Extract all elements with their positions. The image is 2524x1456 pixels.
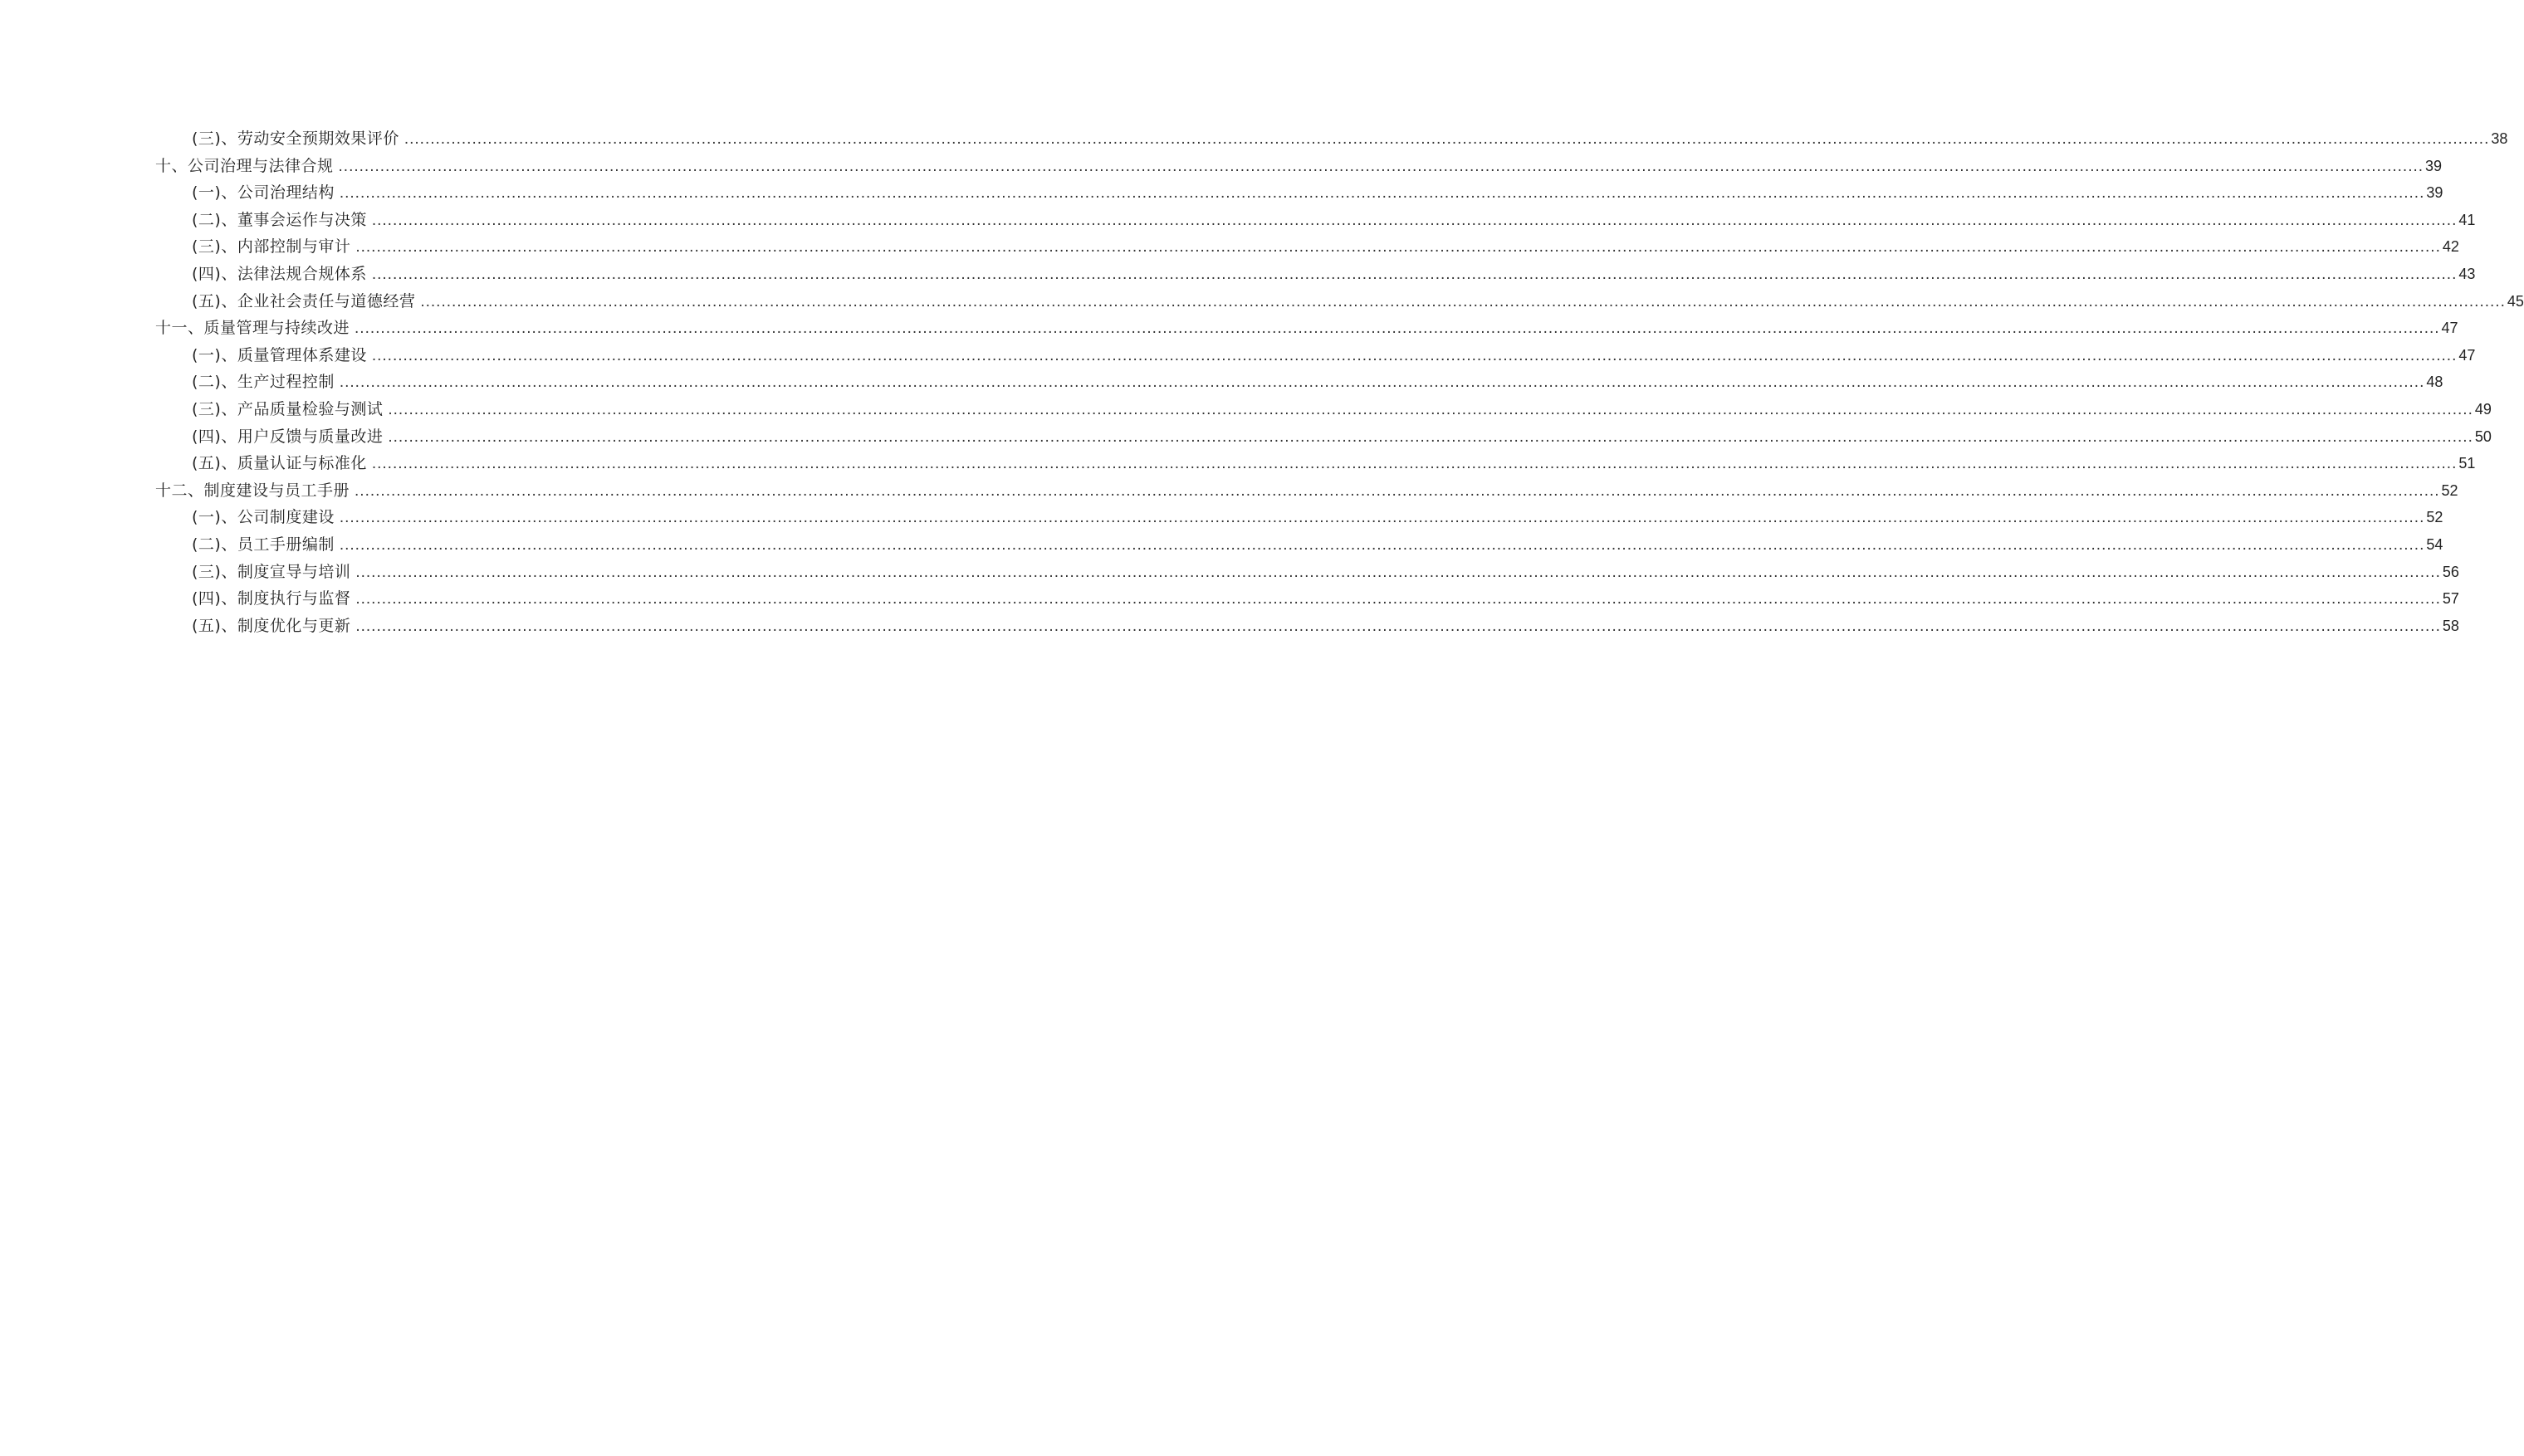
toc-entry-page: 45 [2507,292,2524,310]
toc-entry[interactable] [155,477,2458,505]
toc-dot-leader: ................................................................................................................................................................................................................................................................................................................................................................................................................ [388,428,2473,446]
toc-entry-page: 52 [2426,509,2443,526]
toc-entry-title: (四)、用户反馈与质量改进 [192,427,384,446]
toc-dot-leader: ................................................................................................................................................................................................................................................................................................................................................................................................................ [339,374,2425,392]
toc-dot-leader: ................................................................................................................................................................................................................................................................................................................................................................................................................ [339,535,2425,554]
toc-dot-leader: ................................................................................................................................................................................................................................................................................................................................................................................................................ [371,265,2458,283]
toc-entry-title: (三)、制度宣导与培训 [192,562,351,581]
toc-entry-title: (一)、质量管理体系建设 [192,345,367,364]
toc-dot-leader: ................................................................................................................................................................................................................................................................................................................................................................................................................ [339,509,2425,527]
toc-dot-leader: ................................................................................................................................................................................................................................................................................................................................................................................................................ [355,590,2441,608]
toc-entry[interactable] [155,179,2443,207]
toc-entry[interactable] [155,396,2492,423]
toc-entry-page: 48 [2426,374,2443,391]
toc-entry-title: (二)、生产过程控制 [192,373,335,392]
toc-entry[interactable] [155,125,2508,153]
toc-entry[interactable] [155,450,2476,477]
toc-dot-leader: ................................................................................................................................................................................................................................................................................................................................................................................................................ [355,617,2441,635]
toc-entry-title: (四)、制度执行与监督 [192,589,351,608]
toc-entry[interactable] [155,288,2524,315]
toc-entry-page: 58 [2442,617,2459,634]
toc-entry-title: (五)、质量认证与标准化 [192,454,367,473]
toc-dot-leader: ................................................................................................................................................................................................................................................................................................................................................................................................................ [355,563,2441,581]
toc-entry-page: 47 [2441,320,2458,337]
toc-entry-page: 43 [2458,265,2476,282]
toc-entry-page: 39 [2425,157,2443,174]
toc-entry-title: (一)、公司制度建设 [192,508,335,527]
toc-entry-page: 56 [2442,563,2459,580]
toc-entry-title: (二)、董事会运作与决策 [192,210,367,229]
toc-entry[interactable] [155,153,2443,180]
toc-entry[interactable] [155,531,2443,559]
toc-entry[interactable] [155,613,2459,640]
toc-entry[interactable] [155,369,2443,396]
toc-entry-page: 49 [2474,400,2492,418]
toc-entry-title: (三)、劳动安全预期效果评价 [192,129,399,148]
toc-entry-page: 42 [2442,238,2459,256]
toc-entry-title: (五)、制度优化与更新 [192,616,351,635]
toc-entry[interactable] [155,315,2458,342]
toc-entry[interactable] [155,261,2476,288]
toc-entry-title: (四)、法律法规合规体系 [192,264,367,283]
toc-dot-leader: ................................................................................................................................................................................................................................................................................................................................................................................................................ [371,346,2458,364]
toc-dot-leader: ................................................................................................................................................................................................................................................................................................................................................................................................................ [339,184,2425,203]
toc-entry[interactable] [155,233,2459,261]
toc-entry-page: 50 [2474,428,2492,445]
toc-dot-leader: ................................................................................................................................................................................................................................................................................................................................................................................................................ [404,130,2490,148]
toc-entry[interactable] [155,504,2443,531]
toc-dot-leader: ................................................................................................................................................................................................................................................................................................................................................................................................................ [355,238,2441,257]
toc-dot-leader: ................................................................................................................................................................................................................................................................................................................................................................................................................ [388,400,2473,418]
toc-entry-title: 十一、质量管理与持续改进 [155,319,350,338]
toc-entry-page: 52 [2441,481,2458,499]
toc-entry-page: 57 [2442,590,2459,608]
table-of-contents [155,125,2524,639]
toc-entry[interactable] [155,559,2459,586]
toc-entry[interactable] [155,423,2492,451]
toc-entry[interactable] [155,342,2476,369]
toc-entry-page: 39 [2426,184,2443,202]
toc-entry-page: 41 [2458,211,2476,228]
toc-entry-title: (三)、产品质量检验与测试 [192,399,384,418]
toc-entry-title: (五)、企业社会责任与道德经营 [192,291,416,310]
toc-dot-leader: ................................................................................................................................................................................................................................................................................................................................................................................................................ [338,157,2424,175]
toc-entry-title: (一)、公司治理结构 [192,183,335,203]
toc-entry-title: 十二、制度建设与员工手册 [155,481,350,500]
toc-entry-page: 38 [2491,130,2508,147]
toc-dot-leader: ................................................................................................................................................................................................................................................................................................................................................................................................................ [371,211,2458,229]
toc-entry-title: 十、公司治理与法律合规 [155,156,334,175]
toc-entry-page: 54 [2426,535,2443,553]
toc-entry[interactable] [155,585,2459,613]
toc-entry[interactable] [155,207,2476,234]
toc-entry-page: 51 [2458,455,2476,472]
toc-dot-leader: ................................................................................................................................................................................................................................................................................................................................................................................................................ [355,481,2440,500]
toc-dot-leader: ................................................................................................................................................................................................................................................................................................................................................................................................................ [355,320,2440,338]
toc-entry-title: (二)、员工手册编制 [192,535,335,554]
toc-dot-leader: ................................................................................................................................................................................................................................................................................................................................................................................................................ [420,292,2506,310]
toc-entry-title: (三)、内部控制与审计 [192,237,351,257]
toc-dot-leader: ................................................................................................................................................................................................................................................................................................................................................................................................................ [371,455,2458,473]
toc-entry-page: 47 [2458,346,2476,364]
